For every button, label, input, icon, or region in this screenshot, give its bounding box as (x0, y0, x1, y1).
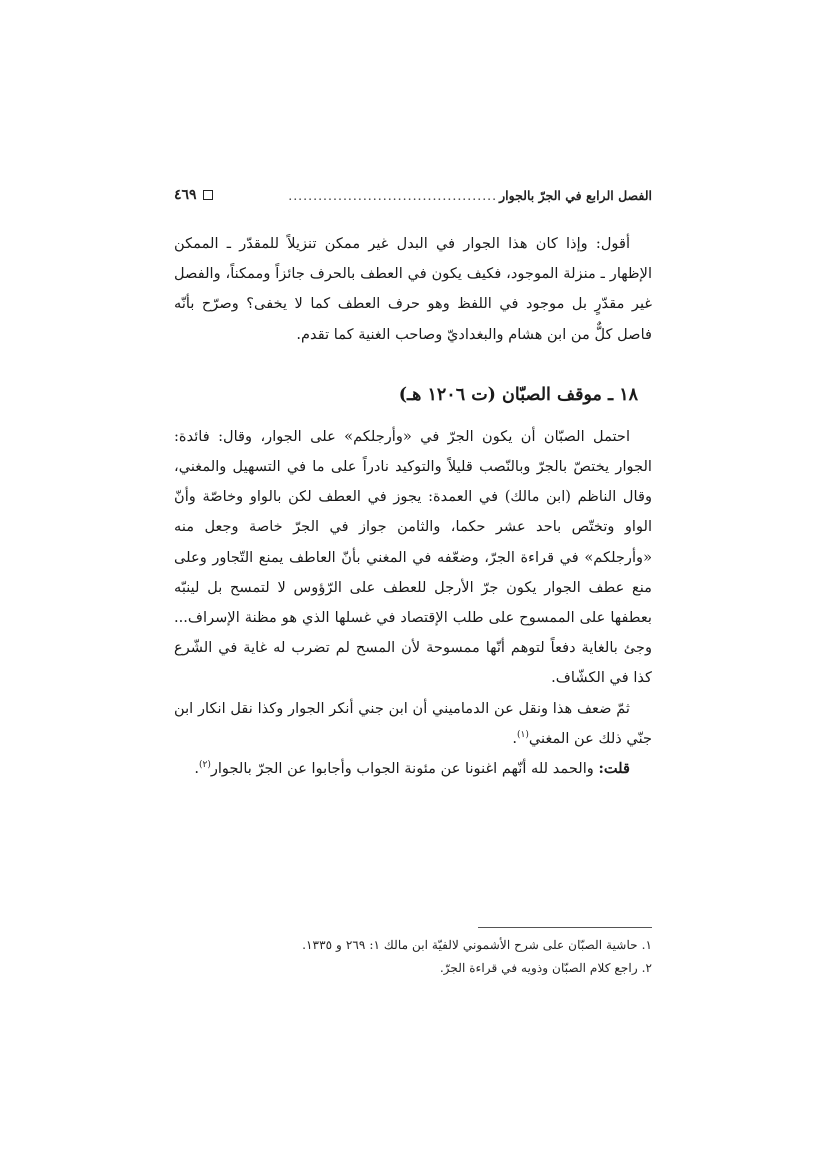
paragraph-3-end: . (512, 729, 517, 747)
page-number: ٤٦٩ (174, 187, 197, 203)
body-text (174, 229, 652, 784)
paragraph-3-text: ثمّ ضعف هذا ونقل عن الدماميني أن ابن جني أنكر الجوار وكذا نقل انكار ابن جنّي ذلك عن المغني (174, 699, 652, 747)
square-marker-icon (203, 190, 213, 200)
footnote-1: ١. حاشية الصبّان على شرح الأشموني لالفيّة ابن مالك ١: ٢٦٩ و ١٣٣٥. (302, 938, 652, 952)
running-header (174, 183, 652, 207)
paragraph-2: احتمل الصبّان أن يكون الجرّ في «وأرجلكم» على الجوار، وقال: فائدة: الجوار يختصّ بالجرّ وبالنّصب قليلاً والتوكيد نادراً على ما في التسهيل والمغني، وقال الناظم (ابن مالك) في العمدة: يجوز في العطف لكن بالواو وخاصّة وأنّ الواو وتختّص باحد عشر حكما، والثامن جواز في الجرّ خاصة وجعل منه «وأرجلكم» في قراءة الجرّ، وضعّفه في المغني بأنّ العاطف يمنع التّجاور وعلى منع عطف الجوار يكون جرّ الأرجل للعطف على الرّؤوس لا لتمسح بل لينبّه بعطفها على الممسوح على طلب الإقتصاد في غسلها الذي هو مظنة الإسراف... وجئ بالغاية دفعاً لتوهم أنّها ممسوحة لأن المسح لم تضرب له غاية في الشّرع كذا في الكشّاف. (174, 427, 652, 687)
footnotes (174, 934, 652, 980)
paragraph-4 (174, 754, 652, 784)
footnote-ref-2: (٢) (198, 760, 211, 771)
paragraph-1: أقول: وإذا كان هذا الجوار في البدل غير ممكن تنزيلاً للمقدّر ـ الممكن الإظهار ـ منزلة الموجود، فكيف يكون في العطف بالحرف جائزاً وممكناً، والفصل غير مقدّرٍ بل موجود في اللفظ وهو حرف العطف كما لا يخفى؟ وصرّح بأنّه فاصل كلٌّ من ابن هشام والبغداديّ وصاحب الغنية كما تقدم. (174, 235, 652, 343)
footnote-ref-1: (١) (517, 729, 529, 740)
footnote-divider (478, 927, 652, 928)
paragraph-4-end: . (194, 760, 199, 778)
qult-label: قلت: (598, 760, 630, 778)
leader-dots: .......................................... (288, 187, 498, 203)
chapter-title: الفصل الرابع في الجرّ بالجوار (499, 187, 652, 203)
section-heading: ١٨ ـ موقف الصبّان (ت ١٢٠٦ هـ) (398, 384, 638, 405)
footnote-2: ٢. راجع كلام الصبّان وذويه في قراءة الجرّ. (439, 961, 652, 975)
paragraph-3 (174, 694, 652, 754)
paragraph-4-text: والحمد لله أنّهم اغنونا عن مئونة الجواب وأجابوا عن الجرّ بالجوار (210, 760, 599, 778)
